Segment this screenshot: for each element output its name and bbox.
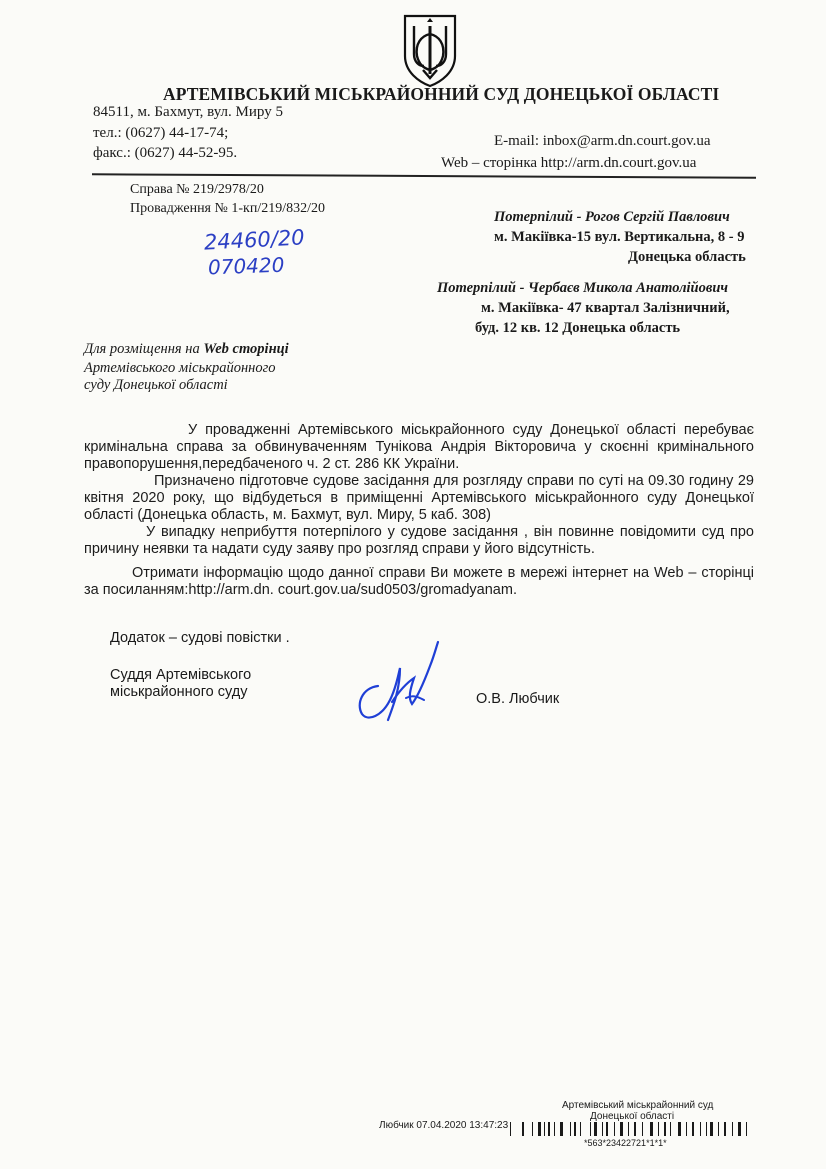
barcode-text: *563*23422721*1*1* xyxy=(584,1138,667,1148)
judge-name: О.В. Любчик xyxy=(476,691,560,707)
handwritten-registration-number: 24460/20 xyxy=(203,225,306,255)
court-email: E-mail: inbox@arm.dn.court.gov.ua xyxy=(494,133,711,149)
registration-stamp: Любчик 07.04.2020 13:47:23 xyxy=(379,1120,509,1131)
court-address: 84511, м. Бахмут, вул. Миру 5 xyxy=(93,104,283,120)
coat-of-arms-icon xyxy=(401,12,459,88)
recipient-2-address-line1: м. Макіївка- 47 квартал Залізничний, xyxy=(481,300,730,316)
judge-title-line2: міськрайонного суду xyxy=(110,684,248,700)
recipient-2-address-line2: буд. 12 кв. 12 Донецька область xyxy=(475,320,681,336)
web-note-web: Web xyxy=(203,341,229,357)
judge-title-line1: Суддя Артемівського xyxy=(110,667,252,683)
recipient-1-address-line2: Донецька область xyxy=(628,249,746,265)
court-fax: факс.: (0627) 44-52-95. xyxy=(93,145,238,161)
recipient-2-name: Потерпілий - Чербаєв Микола Анатолійович xyxy=(437,280,729,296)
body-paragraph-2: Призначено підготовче судове засідання для розгляду справи по суті на 09.30 годину 29 квітня 2020 року, що відбудеться в приміщенні Артемівського міськрайонного суду Донецької області (Донецька область, м. Бахмут, вул. Миру, 5 каб. 308) xyxy=(84,473,754,523)
header-divider xyxy=(92,173,756,178)
recipient-1-name: Потерпілий - Рогов Сергій Павлович xyxy=(494,209,730,225)
body-paragraph-1: У провадженні Артемівського міськрайонного суду Донецької області перебуває кримінальна справа за обвинуваченням Тунікова Андрія Вікторовича у скоєнні кримінального правопорушення,передбаченого ч. 2 ст. 286 КК України. xyxy=(84,422,754,472)
handwritten-registration-date: 070420 xyxy=(207,252,285,280)
web-note-line3: суду Донецької області xyxy=(84,377,228,393)
court-website: Web – сторінка http://arm.dn.court.gov.ua xyxy=(441,155,697,171)
web-placement-note xyxy=(84,341,289,358)
proceeding-number: Провадження № 1-кп/219/832/20 xyxy=(130,201,325,216)
footer-court-line1: Артемівський міськрайонний суд xyxy=(562,1100,714,1111)
web-note-suffix: сторінці xyxy=(228,341,289,357)
court-name: АРТЕМІВСЬКИЙ МІСЬКРАЙОННИЙ СУД ДОНЕЦЬКОЇ ОБЛАСТІ xyxy=(163,84,720,104)
body-paragraph-3: У випадку неприбуття потерпілого у судове засідання , він повинне повідомити суд про причину неявки та надати суду заяву про розгляд справи у його відсутність. xyxy=(84,524,754,557)
recipient-1-address-line1: м. Макіївка-15 вул. Вертикальна, 8 - 9 xyxy=(494,229,745,245)
judge-signature-icon xyxy=(348,638,448,724)
case-number: Справа № 219/2978/20 xyxy=(130,182,264,197)
attachment-note: Додаток – судові повістки . xyxy=(110,630,290,646)
barcode-icon xyxy=(510,1122,750,1136)
web-note-line2: Артемівського міськрайонного xyxy=(84,360,276,376)
footer-court-line2: Донецької області xyxy=(590,1111,675,1122)
web-note-prefix: Для розміщення на xyxy=(84,341,204,357)
court-phone: тел.: (0627) 44-17-74; xyxy=(93,125,229,141)
body-paragraph-4: Отримати інформацію щодо данної справи Ви можете в мережі інтернет на Web – сторінці за посиланням:http://arm.dn. court.gov.ua/sud0503/gromadyanam. xyxy=(84,565,754,598)
